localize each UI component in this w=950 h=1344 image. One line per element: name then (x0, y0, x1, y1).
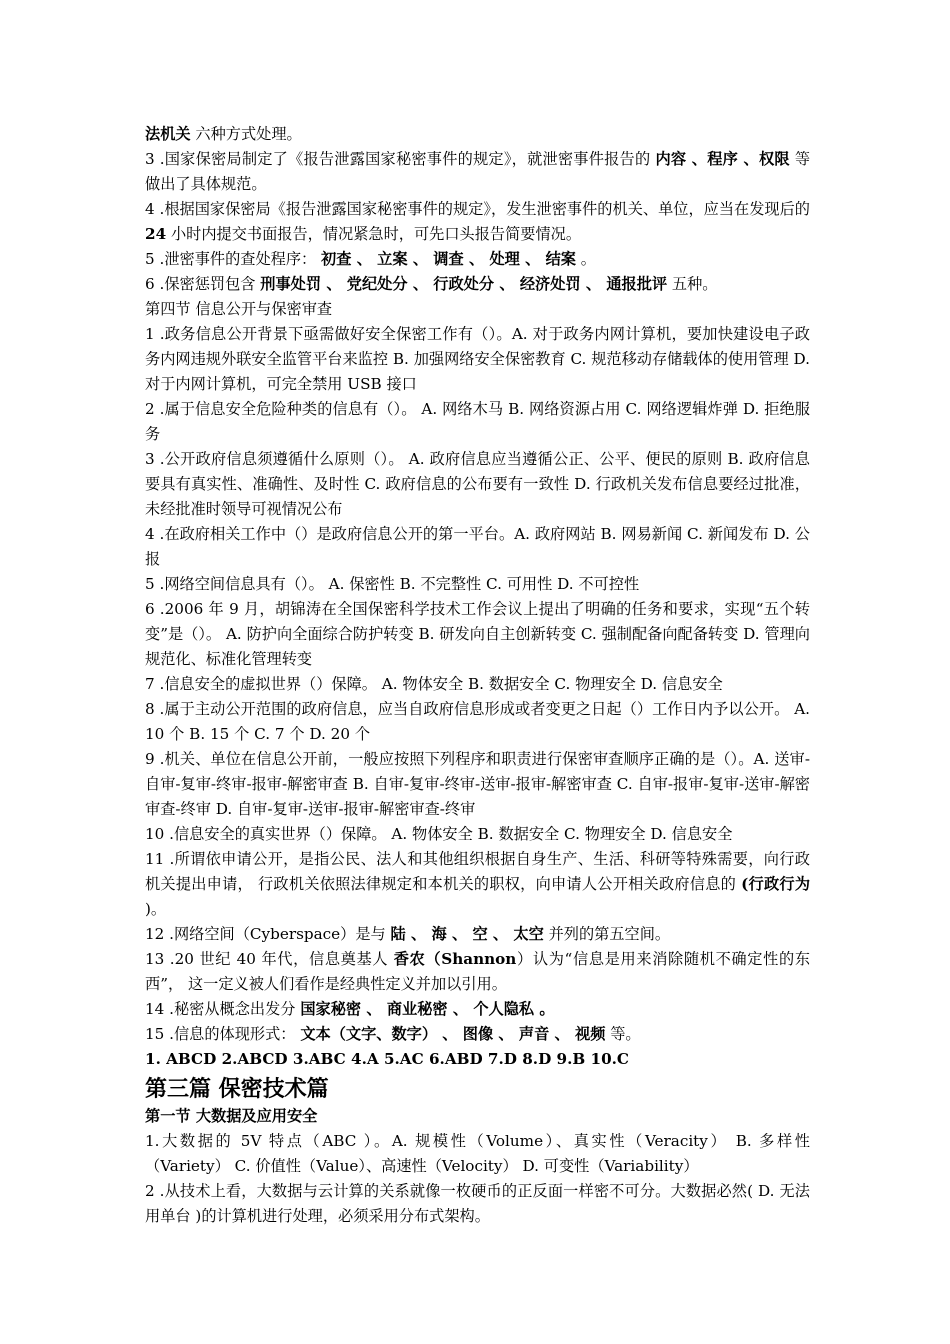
s4-q6-para (145, 597, 810, 672)
s4-q1-para (145, 322, 810, 397)
q6-para-run: 刑事处罚 、 党纪处分 、 行政处分 、 经济处罚 、 通报批评 (260, 275, 668, 293)
q3-para-run: 3 .国家保密局制定了《报告泄露国家秘密事件的规定》，就泄密事件报告的 (145, 150, 656, 168)
q6-para (145, 272, 810, 297)
s4-q11-para (145, 847, 810, 922)
section-4-title (145, 297, 810, 322)
document-body (145, 122, 810, 1047)
s4-q13-para-run: 香农（Shannon (393, 950, 517, 968)
section-4-title-run: 第四节 信息公开与保密审查 (145, 300, 333, 318)
q4-para-run: 24 (145, 225, 167, 243)
s4-q15-para-run: 15 .信息的体现形式： (145, 1025, 301, 1043)
s4-q10-para-run: 10 .信息安全的真实世界（）保障。 A. 物体安全 B. 数据安全 C. 物理安全 D. 信息安全 (145, 825, 733, 843)
s4-q9-para-run: 9 .机关、单位在信息公开前，一般应按照下列程序和职责进行保密审查顺序正确的是（）。A. 送审-自审-复审-终审-报审-解密审查 B. 自审-复审-终审-送审-报审-解密审查 C. 自审-报审-复审-送审-解密审查-终审 D. 自审-复审-送审-报审-解密审查-终审 (145, 750, 810, 818)
s4-q14-para-run: 国家秘密 、 商业秘密 、 个人隐私 。 (300, 1000, 555, 1018)
q3-para-run: 等做出了具体规范。 (145, 150, 811, 193)
q5-para-run: 初查 、 立案 、 调查 、 处理 、 结案 (321, 250, 576, 268)
q5-para-run: 。 (575, 250, 596, 268)
s4-q3-para-run: 3 .公开政府信息须遵循什么原则（）。 A. 政府信息应当遵循公正、公平、便民的原则 B. 政府信息要具有真实性、准确性、及时性 C. 政府信息的公布要有一致性 D. 行政机关发布信息要经过批准，未经批准时领导可视情况公布 (145, 450, 810, 518)
q4-para-run: 4 .根据国家保密局《报告泄露国家秘密事件的规定》，发生泄密事件的机关、单位，应当在发现后的 (145, 200, 810, 218)
s4-q3-para (145, 447, 810, 522)
fragment-para-run: 六种方式处理。 (190, 125, 302, 143)
fragment-para-run: 法机关 (145, 125, 191, 143)
s4-q13-para (145, 947, 810, 997)
s4-q2-para (145, 397, 810, 447)
s4-q7-para (145, 672, 810, 697)
q3-para-run: 内容 、程序 、权限 (655, 150, 790, 168)
q5-para (145, 247, 810, 272)
s4-q11-para-run: (行政行为 (741, 875, 811, 893)
s4-q5-para (145, 572, 810, 597)
s4-q8-para (145, 697, 810, 747)
section-1-title: 第一节 大数据及应用安全 (145, 1107, 318, 1125)
s4-q13-para-run: 13 .20 世纪 40 年代，信息奠基人 (145, 950, 394, 968)
s4-q4-para (145, 522, 810, 572)
answer-key: 1. ABCD 2.ABCD 3.ABC 4.A 5.AC 6.ABD 7.D 8.D 9.B 10.C (145, 1050, 630, 1068)
s4-q6-para-run: 6 .2006 年 9 月，胡锦涛在全国保密科学技术工作会议上提出了明确的任务和要求，实现“五个转变”是（）。 A. 防护向全面综合防护转变 B. 研发向自主创新转变 C. 强制配备向配备转变 D. 管理向规范化、标准化管理转变 (145, 600, 810, 668)
q4-para (145, 197, 810, 247)
document-page (145, 122, 810, 1229)
s4-q13-para-run: ）认为“信息是用来消除随机不确定性的东西”， 这一定义被人们看作是经典性定义并加以引用。 (145, 950, 811, 993)
s4-q8-para-run: 8 .属于主动公开范围的政府信息，应当自政府信息形成或者变更之日起（）工作日内予以公开。 A. 10 个 B. 15 个 C. 7 个 D. 20 个 (145, 700, 810, 743)
s4-q1-para-run: 1 .政务信息公开背景下亟需做好安全保密工作有（）。A. 对于政务内网计算机，要加快建设电子政务内网违规外联安全监管平台来监控 B. 加强网络安全保密教育 C. 规范移动存储载体的使用管理 D. 对于内网计算机，可完全禁用 USB 接口 (145, 325, 810, 393)
q6-para-run: 6 .保密惩罚包含 (145, 275, 261, 293)
q5-para-run: 5 .泄密事件的查处程序： (145, 250, 322, 268)
s4-q14-para-run: 14 .秘密从概念出发分 (145, 1000, 301, 1018)
s4-q12-para-run: 并列的第五空间。 (543, 925, 671, 943)
s4-q12-para-run: 12 .网络空间（Cyberspace）是与 (145, 925, 391, 943)
fragment-para (145, 122, 810, 147)
s4-q15-para (145, 1022, 810, 1047)
s4-q5-para-run: 5 .网络空间信息具有（）。 A. 保密性 B. 不完整性 C. 可用性 D. 不可控性 (145, 575, 640, 593)
s4-q15-para-run: 文本（文字、数字） 、 图像 、 声音 、 视频 (300, 1025, 606, 1043)
part-3-title: 第三篇 保密技术篇 (145, 1076, 329, 1102)
s4-q12-para (145, 922, 810, 947)
s4-q9-para (145, 747, 810, 822)
s4-q7-para-run: 7 .信息安全的虚拟世界（）保障。 A. 物体安全 B. 数据安全 C. 物理安全 D. 信息安全 (145, 675, 723, 693)
q6-para-run: 五种。 (667, 275, 718, 293)
q3-para (145, 147, 810, 197)
s4-q10-para (145, 822, 810, 847)
s4-q4-para-run: 4 .在政府相关工作中（）是政府信息公开的第一平台。A. 政府网站 B. 网易新闻 C. 新闻发布 D. 公报 (145, 525, 810, 568)
s4-q11-para-run: 11 .所谓依申请公开，是指公民、法人和其他组织根据自身生产、生活、科研等特殊需要，向行政机关提出申请， 行政机关依照法律规定和本机关的职权，向申请人公开相关政府信息的 (145, 850, 810, 893)
s4-q2-para-run: 2 .属于信息安全危险种类的信息有（）。 A. 网络木马 B. 网络资源占用 C. 网络逻辑炸弹 D. 拒绝服务 (145, 400, 810, 443)
section-1-body (145, 1129, 810, 1229)
s4-q14-para (145, 997, 810, 1022)
s1-q2-para: 2 .从技术上看，大数据与云计算的关系就像一枚硬币的正反面一样密不可分。大数据必然( D. 无法用单台 )的计算机进行处理，必须采用分布式架构。 (145, 1182, 810, 1225)
s4-q12-para-run: 陆 、 海 、 空 、 太空 (390, 925, 544, 943)
q4-para-run: 小时内提交书面报告，情况紧急时，可先口头报告简要情况。 (166, 225, 582, 243)
s1-q1-para: 1.大数据的 5V 特点（ABC ）。A. 规模性（Volume）、真实性（Veracity） B. 多样性（Variety） C. 价值性（Value）、高速性（Velocity） D. 可变性（Variability） (145, 1132, 810, 1175)
s4-q15-para-run: 等。 (605, 1025, 641, 1043)
s4-q11-para-run: )。 (145, 900, 167, 918)
